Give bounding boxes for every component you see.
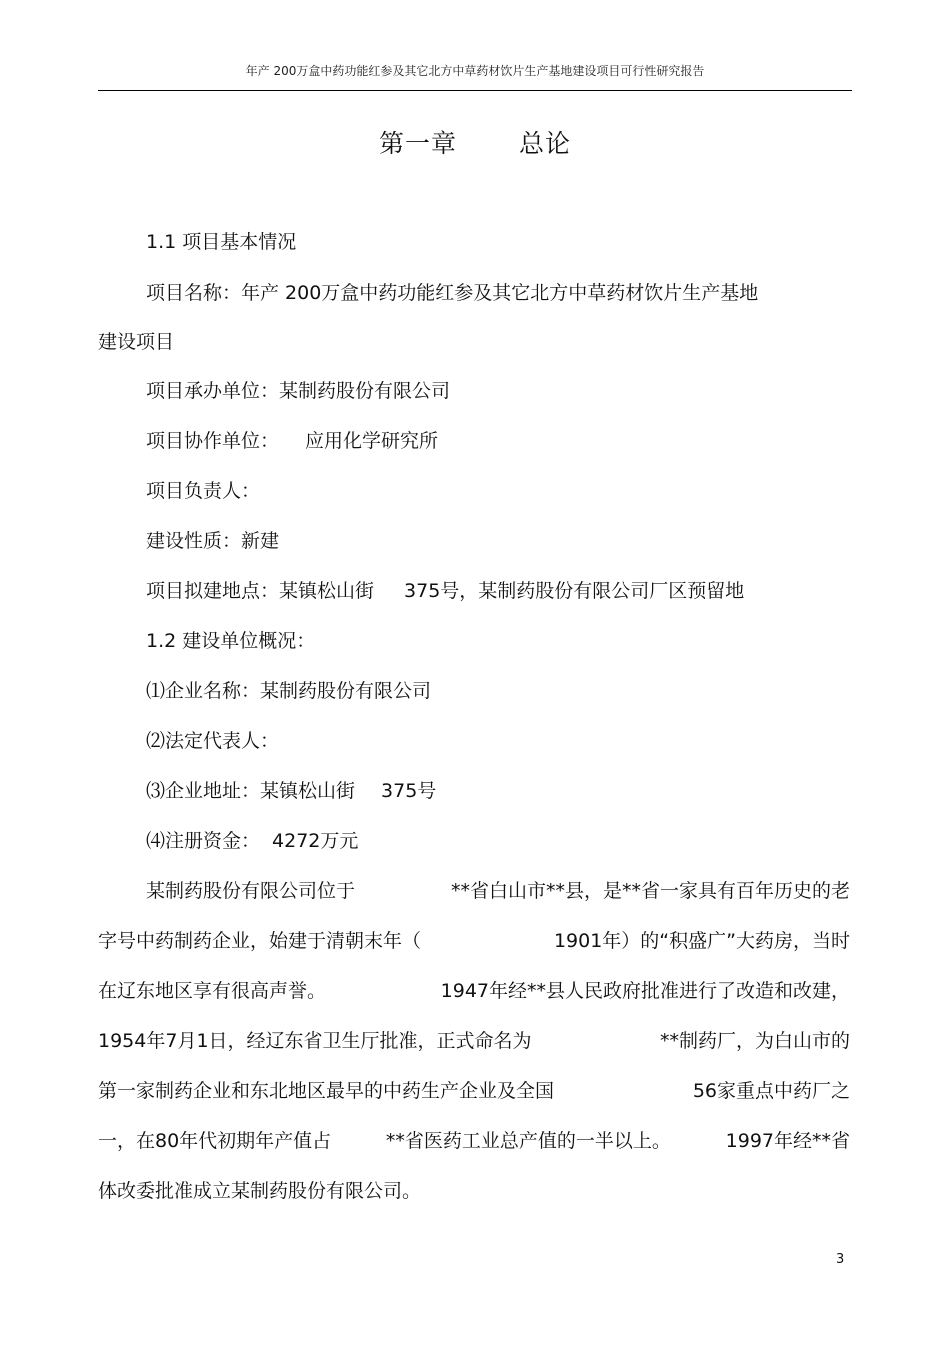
legal-representative: ⑵法定代表人：: [146, 730, 280, 752]
paragraph-segment: 某制药股份有限公司位于: [146, 880, 356, 902]
chapter-name: 总论: [519, 129, 572, 158]
paragraph-line-5: [98, 1078, 850, 1104]
paragraph-line-4: [98, 1028, 850, 1054]
registered-capital-label: ⑷注册资金：: [146, 830, 261, 852]
paragraph-line-3: [98, 978, 850, 1004]
paragraph-segment: 1954年7月1日，经辽东省卫生厅批准，正式命名为: [98, 1030, 532, 1052]
paragraph-last-line: 体改委批准成立某制药股份有限公司。: [98, 1180, 422, 1202]
paragraph-segment: 字号中药制药企业，始建于清朝末年（: [98, 930, 422, 952]
registered-capital: [146, 828, 358, 854]
paragraph-segment: 在辽东地区享有很高声誉。: [98, 980, 327, 1002]
paragraph-line-6: [98, 1128, 850, 1154]
project-name-line-1: 项目名称：年产 200万盒中药功能红参及其它北方中草药材饮片生产基地: [146, 282, 759, 304]
company-address-part-2: 375号: [381, 780, 437, 802]
running-header: 年产 200万盒中药功能红参及其它北方中草药材饮片生产基地建设项目可行性研究报告: [245, 64, 705, 78]
paragraph-segment: 1947年经**县人民政府批准进行了改造和改建，: [440, 980, 850, 1002]
paragraph-segment: **省医药工业总产值的一半以上。: [385, 1130, 671, 1152]
project-location: [146, 578, 744, 604]
paragraph-segment: 1997年经**省: [725, 1130, 850, 1152]
paragraph-segment: 一，在80年代初期年产值占: [98, 1130, 332, 1152]
company-address: [146, 778, 436, 804]
page-number: 3: [836, 1252, 845, 1267]
paragraph-segment: 1901年）的“积盛广”大药房，当时: [553, 930, 850, 952]
host-unit: 项目承办单位：某制药股份有限公司: [146, 380, 451, 402]
project-location-part-1: 项目拟建地点：某镇松山街: [146, 580, 375, 602]
paragraph-line-2: [98, 928, 850, 954]
section-1-1-heading: 1.1 项目基本情况: [146, 231, 297, 253]
section-1-2-heading: 1.2 建设单位概况：: [146, 630, 316, 652]
coop-unit-label: 项目协作单位：: [146, 430, 280, 452]
chapter-number: 第一章: [378, 129, 457, 158]
registered-capital-value: 4272万元: [272, 830, 359, 852]
paragraph-line-1: [146, 878, 850, 904]
paragraph-segment: **制药厂，为白山市的: [659, 1030, 850, 1052]
paragraph-segment: 第一家制药企业和东北地区最早的中药生产企业及全国: [98, 1080, 555, 1102]
company-name: ⑴企业名称：某制药股份有限公司: [146, 680, 432, 702]
construction-nature: 建设性质：新建: [146, 530, 280, 552]
person-in-charge: 项目负责人：: [146, 480, 261, 502]
coop-unit: [146, 428, 438, 454]
paragraph-segment: **省白山市**县，是**省一家具有百年历史的老: [450, 880, 850, 902]
project-name-line-2: 建设项目: [98, 331, 175, 353]
coop-unit-value: 应用化学研究所: [305, 430, 439, 452]
project-location-part-2: 375号，某制药股份有限公司厂区预留地: [404, 580, 745, 602]
paragraph-segment: 56家重点中药厂之: [692, 1080, 850, 1102]
company-address-part-1: ⑶企业地址：某镇松山街: [146, 780, 356, 802]
header-rule: [98, 90, 852, 91]
chapter-title: [0, 124, 950, 160]
